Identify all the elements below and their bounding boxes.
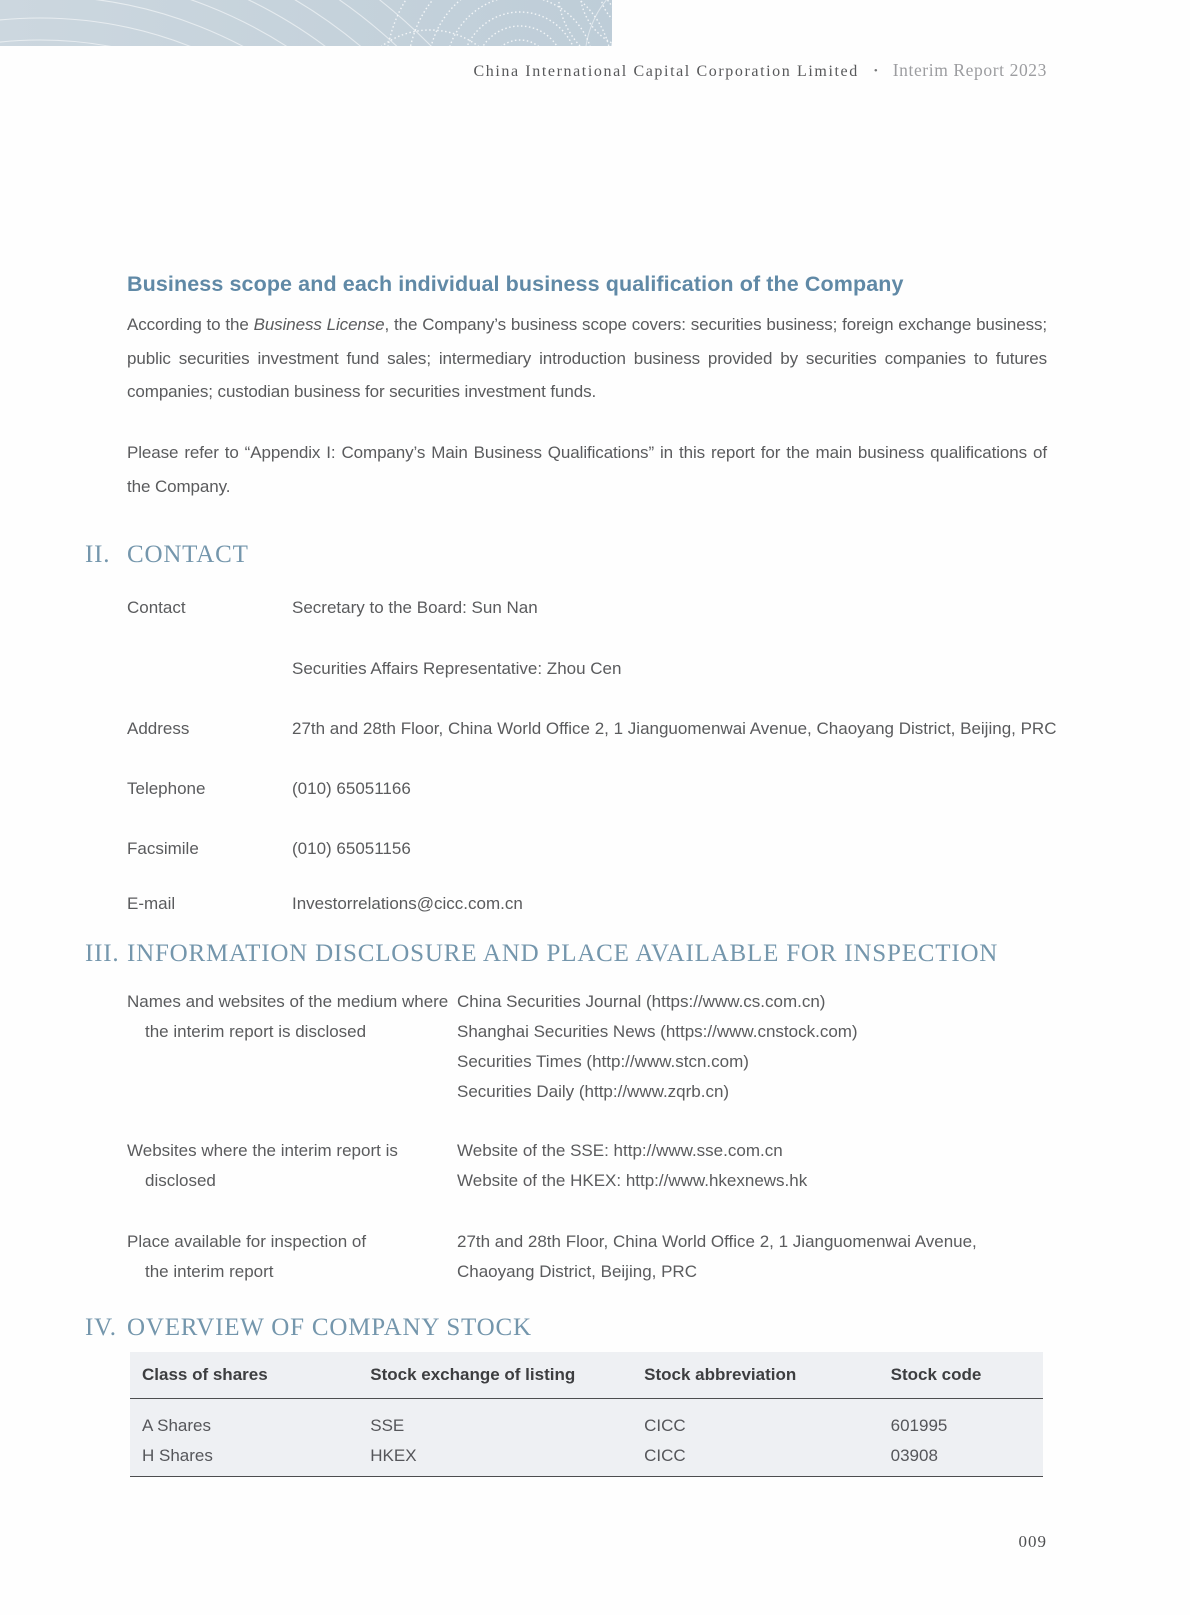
contact-row-label: Contact <box>127 598 186 617</box>
contact-row-label: E-mail <box>127 894 176 913</box>
company-name: China International Capital Corporation Limited <box>473 63 859 80</box>
stock-table-cell: 03908 <box>890 1446 938 1465</box>
section-title: OVERVIEW OF COMPANY STOCK <box>127 1314 532 1341</box>
table-header-row <box>130 1352 1043 1399</box>
contact-row-value: (010) 65051156 <box>292 839 411 858</box>
disclosure-row-value <box>457 992 1057 1112</box>
paragraph-text: , the Company’s business scope covers: securities business; foreign exchange business; public securities investment fund sales; intermediary introduction business provided by securities companies to futures companies; custodian business for securities investment funds. <box>127 315 1047 401</box>
contact-row-value: Investorrelations@cicc.com.cn <box>292 894 523 913</box>
contact-row <box>127 718 1057 739</box>
page-number: 009 <box>1018 1532 1047 1551</box>
stock-table-header-cell: Stock exchange of listing <box>358 1352 632 1399</box>
wave-pattern-graphic <box>0 0 612 46</box>
stock-section-heading <box>85 1314 532 1342</box>
disclosure-label-line: disclosed <box>145 1171 216 1190</box>
contact-section-heading <box>85 541 249 569</box>
decorative-header-band <box>0 0 612 46</box>
disclosure-value-line: 27th and 28th Floor, China World Office 2, 1 Jianguomenwai Avenue, <box>457 1232 977 1251</box>
paragraph-text: According to the <box>127 315 254 334</box>
appendix-reference-paragraph: Please refer to “Appendix I: Company’s Main Business Qualifications” in this report for the main business qualifications of the Company. <box>127 443 1047 496</box>
disclosure-value-line: Securities Times (http://www.stcn.com) <box>457 1052 749 1071</box>
contact-row-label: Telephone <box>127 779 206 798</box>
contact-row <box>127 893 1057 914</box>
contact-row-value: Securities Affairs Representative: Zhou Cen <box>292 659 622 678</box>
stock-table-cell: A Shares <box>142 1416 211 1435</box>
disclosure-row-value <box>457 1232 1057 1292</box>
stock-table-cell: SSE <box>370 1416 405 1435</box>
stock-table-container <box>130 1352 1043 1477</box>
contact-row <box>127 778 1057 799</box>
disclosure-value-line: Securities Daily (http://www.zqrb.cn) <box>457 1082 730 1101</box>
stock-table <box>130 1352 1043 1477</box>
contact-row <box>127 658 1057 679</box>
stock-table-cell: CICC <box>644 1416 686 1435</box>
disclosure-label-line: the interim report <box>145 1262 274 1281</box>
disclosure-label-line: Names and websites of the medium where <box>127 992 449 1011</box>
disclosure-row-value <box>457 1141 1057 1201</box>
stock-table-cell: 601995 <box>890 1416 948 1435</box>
stock-table-header-cell: Class of shares <box>130 1352 358 1399</box>
section-number: II. <box>85 541 111 568</box>
contact-row-label <box>127 658 292 679</box>
disclosure-value-line: Shanghai Securities News (https://www.cnstock.com) <box>457 1022 858 1041</box>
stock-table-cell: HKEX <box>370 1446 417 1465</box>
header-separator-dot: • <box>873 65 878 77</box>
disclosure-label-line: the interim report is disclosed <box>145 1022 367 1041</box>
disclosure-value-line: Chaoyang District, Beijing, PRC <box>457 1262 697 1281</box>
business-scope-heading: Business scope and each individual business qualification of the Company <box>127 272 904 296</box>
section-number: III. <box>85 940 120 967</box>
stock-table-header-cell: Stock code <box>879 1352 1043 1399</box>
report-title: Interim Report 2023 <box>892 60 1047 80</box>
disclosure-row <box>127 992 1057 1112</box>
contact-row-value: (010) 65051166 <box>292 779 411 798</box>
disclosure-row <box>127 1141 1057 1201</box>
disclosure-value-line: Website of the HKEX: http://www.hkexnews.hk <box>457 1171 808 1190</box>
disclosure-section-heading <box>85 940 998 968</box>
disclosure-value-line: China Securities Journal (https://www.cs.com.cn) <box>457 992 826 1011</box>
section-title: INFORMATION DISCLOSURE AND PLACE AVAILABLE FOR INSPECTION <box>127 940 999 967</box>
disclosure-row-label <box>127 1232 457 1292</box>
business-license-italic: Business License <box>253 315 385 334</box>
stock-table-cell: CICC <box>644 1446 686 1465</box>
contact-row-label: Facsimile <box>127 839 199 858</box>
contact-row-value: Secretary to the Board: Sun Nan <box>292 598 538 617</box>
stock-table-header-cell: Stock abbreviation <box>632 1352 879 1399</box>
contact-row <box>127 838 1057 859</box>
disclosure-label-line: Websites where the interim report is <box>127 1141 398 1160</box>
stock-table-cell: H Shares <box>142 1446 213 1465</box>
disclosure-row <box>127 1232 1057 1292</box>
disclosure-row-label <box>127 1141 457 1201</box>
disclosure-row-label <box>127 992 457 1112</box>
disclosure-value-line: Website of the SSE: http://www.sse.com.cn <box>457 1141 783 1160</box>
page-header <box>473 60 1047 81</box>
table-row <box>130 1399 1043 1442</box>
contact-row-value: 27th and 28th Floor, China World Office 2, 1 Jianguomenwai Avenue, Chaoyang District, Beijing, PRC <box>292 719 1057 738</box>
section-number: IV. <box>85 1314 117 1341</box>
business-scope-paragraph <box>127 308 1047 409</box>
disclosure-label-line: Place available for inspection of <box>127 1232 367 1251</box>
section-title: CONTACT <box>127 541 249 568</box>
table-row <box>130 1441 1043 1477</box>
contact-row <box>127 597 1057 618</box>
contact-row-label: Address <box>127 719 190 738</box>
